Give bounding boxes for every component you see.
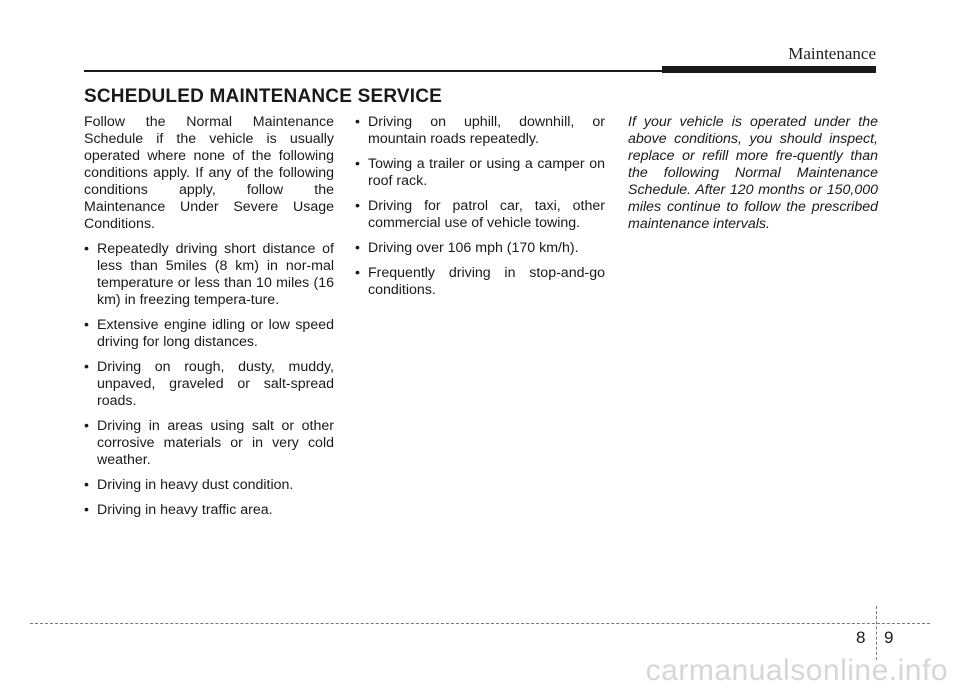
note-paragraph: If your vehicle is operated under the above conditions, you should inspect, replace or refill more fre-quently than the following Normal Maintenance Schedule. After 120 months or 150,000 miles continue to follow the prescribed maintenance intervals. (628, 114, 878, 232)
list-item: • Driving over 106 mph (170 km/h). (355, 240, 605, 257)
page-number: 9 (884, 628, 894, 647)
list-item: • Towing a trailer or using a camper on roof rack. (355, 156, 605, 190)
footer-vertical-dashed-rule (876, 606, 877, 660)
list-item: • Driving in areas using salt or other corrosive materials or in very cold weather. (84, 418, 334, 469)
watermark: carmanualsonline.info (645, 654, 948, 687)
section-header: Maintenance (788, 44, 876, 63)
severe-conditions-list-1 (84, 241, 334, 519)
chapter-number: 8 (856, 628, 866, 647)
page-title: SCHEDULED MAINTENANCE SERVICE (84, 86, 443, 107)
list-item: • Repeatedly driving short distance of less than 5miles (8 km) in nor-mal temperature or less than 10 miles (16 km) in freezing tempera-ture. (84, 241, 334, 309)
header-rule-thin (84, 70, 662, 72)
column-2 (355, 114, 605, 307)
list-item: • Driving in heavy traffic area. (84, 502, 334, 519)
header-rule-thick (662, 66, 876, 73)
list-item: • Extensive engine idling or low speed driving for long distances. (84, 317, 334, 351)
intro-paragraph: Follow the Normal Maintenance Schedule if the vehicle is usually operated where none of the following conditions apply. If any of the following conditions apply, follow the Maintenance Under Severe Usage Conditions. (84, 114, 334, 232)
list-item: • Driving on rough, dusty, muddy, unpaved, graveled or salt-spread roads. (84, 359, 334, 410)
column-1 (84, 114, 334, 527)
footer-dashed-rule (30, 623, 930, 624)
list-item: • Driving for patrol car, taxi, other commercial use of vehicle towing. (355, 198, 605, 232)
list-item: • Driving on uphill, downhill, or mountain roads repeatedly. (355, 114, 605, 148)
list-item: • Driving in heavy dust condition. (84, 477, 334, 494)
severe-conditions-list-2 (355, 114, 605, 299)
list-item: • Frequently driving in stop-and-go conditions. (355, 265, 605, 299)
column-3 (628, 114, 878, 241)
